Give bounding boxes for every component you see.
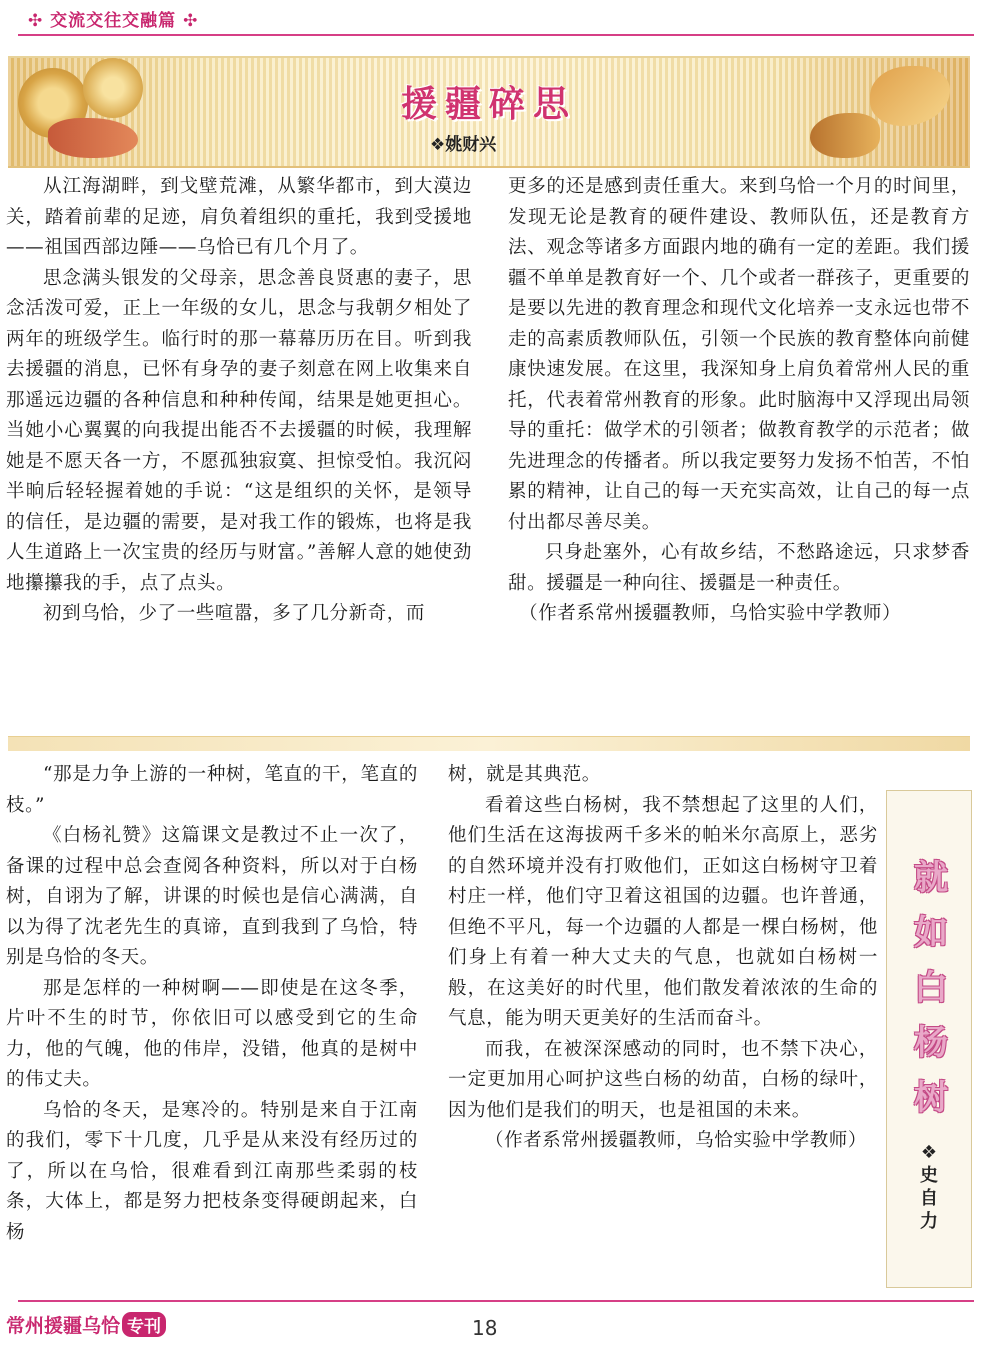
footer-brand	[6, 1311, 166, 1338]
article1-column-right	[508, 172, 970, 630]
article-banner	[8, 56, 970, 168]
paragraph: 树，就是其典范。	[448, 764, 601, 785]
paragraph: 思念满头银发的父母亲，思念善良贤惠的妻子，思念活泼可爱，正上一年级的女儿，思念与我朝夕相处了两年的班级学生。临行时的那一幕幕历历在目。听到我去援疆的消息，已怀有身孕的妻子刻意在网上收集来自那遥远边疆的各种信息和种种传闻，结果是她更担心。当她小心翼翼的向我提出能否不去援疆的时候，我理解她是不愿天各一方，不愿孤独寂寞、担惊受怕。我沉闷半晌后轻轻握着她的手说：“这是组织的关怀，是领导的信任，是边疆的需要，是对我工作的锻炼，也将是我人生道路上一次宝贵的经历与财富。”善解人意的她使劲地攥攥我的手，点了点头。	[6, 267, 472, 594]
article2-title-box	[886, 790, 972, 1288]
paragraph: “那是力争上游的一种树，笔直的干，笔直的枝。”	[6, 764, 418, 816]
top-divider	[18, 34, 974, 36]
article2-author: ❖史自力	[920, 1142, 938, 1232]
paragraph: 乌恰的冬天，是寒冷的。特别是来自于江南的我们，零下十几度，几乎是从来没有经历过的了，所以在乌恰，很难看到江南那些柔弱的枝条，大体上，都是努力把枝条变得硬朗起来，白杨	[6, 1099, 418, 1243]
author-note: （作者系常州援疆教师，乌恰实验中学教师）	[485, 1130, 868, 1151]
footer-brand-tag: 专刊	[122, 1312, 166, 1337]
paragraph: 更多的还是感到责任重大。来到乌恰一个月的时间里，发现无论是教育的硬件建设、教师队伍，还是教育方法、观念等诸多方面跟内地的确有一定的差距。我们援疆不单单是教育好一个、几个或者一群孩子，更重要的是要以先进的教育理念和现代文化培养一支永远也带不走的高素质教师队伍，引领一个民族的教育整体向前健康快速发展。在这里，我深知身上肩负着常州人民的重托，代表着常州教育的形象。此时脑海中又浮现出局领导的重托：做学术的引领者；做教育教学的示范者；做先进理念的传播者。所以我定要努力发扬不怕苦，不怕累的精神，让自己的每一天充实高效，让自己的每一点付出都尽善尽美。	[508, 176, 970, 533]
article2-column-right	[448, 760, 878, 1157]
article-author: ❖姚财兴	[430, 135, 497, 155]
bottom-divider	[18, 1300, 974, 1302]
footer-brand-name: 常州援疆乌恰	[6, 1315, 121, 1337]
article-title: 援疆碎思	[400, 84, 577, 125]
section-label: ✣ 交流交往交融篇 ✣	[28, 11, 199, 31]
paragraph: 初到乌恰，少了一些喧嚣，多了几分新奇，而	[43, 603, 426, 624]
paragraph: 而我，在被深深感动的同时，也不禁下决心，一定更加用心呵护这些白杨的幼苗，白杨的绿叶，因为他们是我们的明天，也是祖国的未来。	[448, 1038, 878, 1121]
article2-column-left	[6, 760, 418, 1248]
article2-title: 就如白杨树	[914, 858, 948, 1118]
page-number: 18	[472, 1316, 498, 1340]
paragraph: 只身赴塞外，心有故乡结，不愁路途远，只求梦香甜。援疆是一种向往、援疆是一种责任。	[508, 542, 970, 594]
paragraph: 《白杨礼赞》这篇课文是教过不止一次了，备课的过程中总会查阅各种资料，所以对于白杨树，自诩为了解，讲课的时候也是信心满满，自以为得了沈老先生的真谛，直到我到了乌恰，特别是乌恰的冬天。	[6, 825, 418, 968]
paragraph: 那是怎样的一种树啊——即使是在这冬季，片叶不生的时节，你依旧可以感受到它的生命力，他的气魄，他的伟岸，没错，他真的是树中的伟丈夫。	[6, 977, 418, 1090]
paragraph: 从江海湖畔，到戈壁荒滩，从繁华都市，到大漠边关，踏着前辈的足迹，肩负着组织的重托，我到受援地——祖国西部边陲——乌恰已有几个月了。	[6, 176, 472, 258]
middle-divider-band	[8, 736, 970, 751]
paragraph: 看着这些白杨树，我不禁想起了这里的人们，他们生活在这海拔两千多米的帕米尔高原上，恶劣的自然环境并没有打败他们，正如这白杨树守卫着村庄一样，他们守卫着这祖国的边疆。也许普通，但绝不平凡，每一个边疆的人都是一棵白杨树，他们身上有着一种大丈夫的气息，也就如白杨树一般，在这美好的时代里，他们散发着浓浓的生命的气息，能为明天更美好的生活而奋斗。	[448, 794, 878, 1029]
author-note: （作者系常州援疆教师，乌恰实验中学教师）	[519, 603, 902, 624]
article1-column-left	[6, 172, 472, 630]
